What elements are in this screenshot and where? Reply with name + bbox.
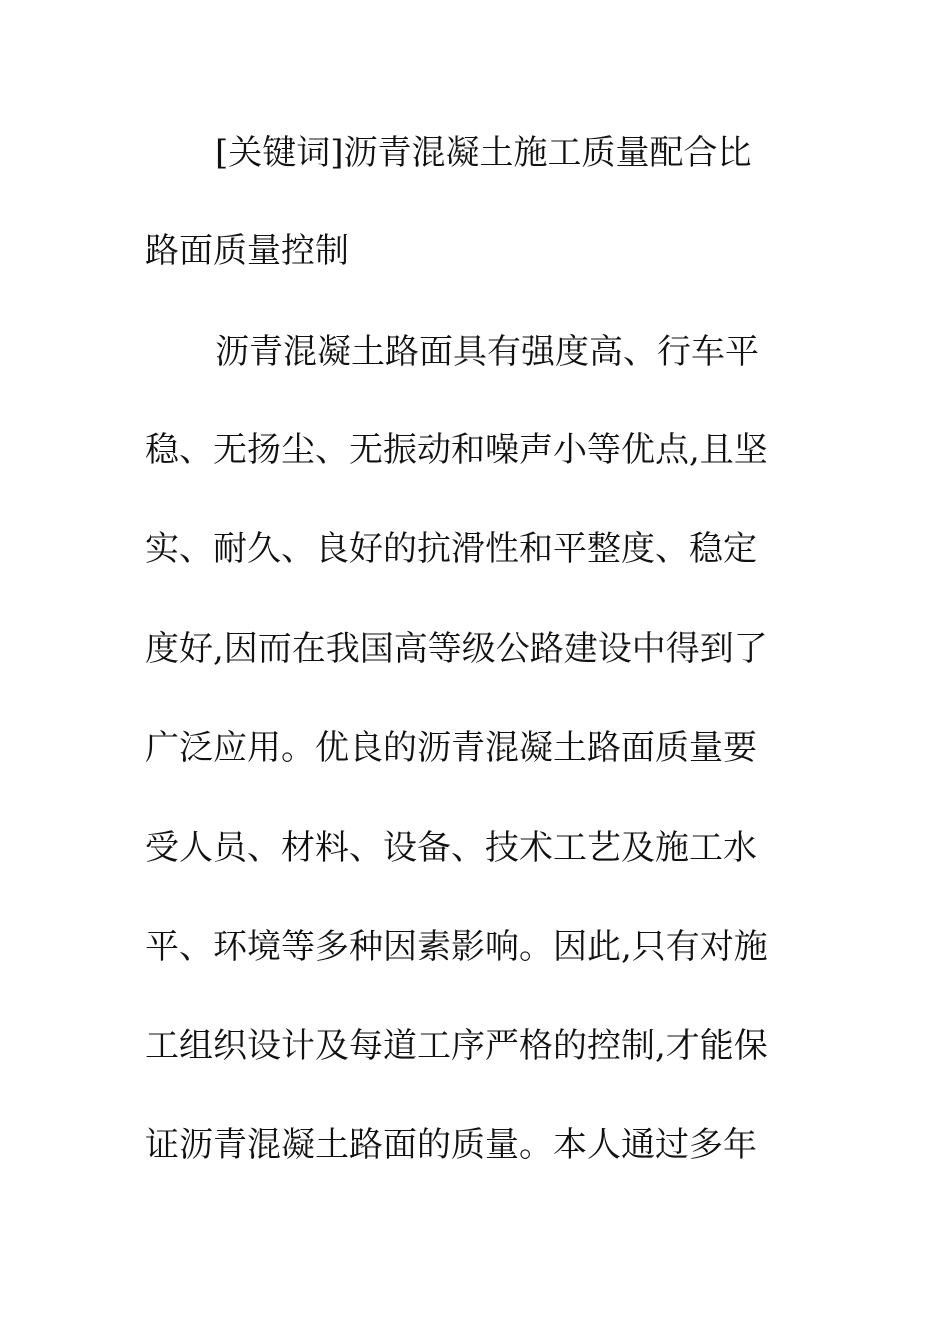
paragraph-line-7: 平、环境等多种因素影响。因此,只有对施 bbox=[145, 927, 768, 967]
paragraph-line-1: 沥青混凝土路面具有强度高、行车平 bbox=[215, 332, 759, 372]
paragraph-line-3: 实、耐久、良好的抗滑性和平整度、稳定 bbox=[145, 529, 757, 569]
keywords-line-2: 路面质量控制 bbox=[145, 231, 349, 271]
paragraph-line-2: 稳、无扬尘、无振动和噪声小等优点,且坚 bbox=[145, 430, 768, 470]
paragraph-line-8: 工组织设计及每道工序严格的控制,才能保 bbox=[145, 1026, 768, 1066]
paragraph-line-5: 广泛应用。优良的沥青混凝土路面质量要 bbox=[145, 728, 757, 768]
paragraph-line-9: 证沥青混凝土路面的质量。本人通过多年 bbox=[145, 1125, 757, 1165]
keywords-line-1: [关键词]沥青混凝土施工质量配合比 bbox=[215, 133, 752, 173]
paragraph-line-6: 受人员、材料、设备、技术工艺及施工水 bbox=[145, 828, 757, 868]
paragraph-line-4: 度好,因而在我国高等级公路建设中得到了 bbox=[145, 629, 768, 669]
